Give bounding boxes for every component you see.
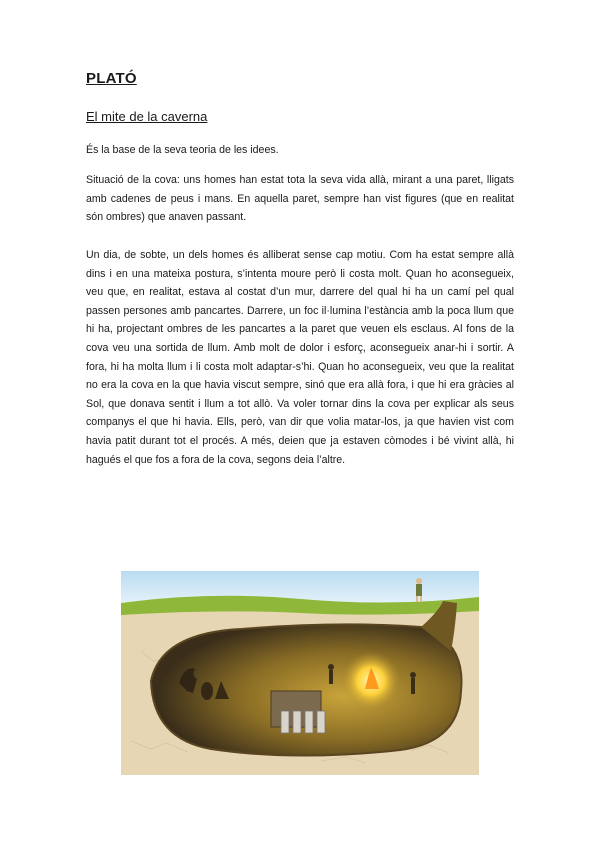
paragraph-situation: Situació de la cova: uns homes han estat tota la seva vida allà, mirant a una paret, lligats amb cadenes de peus i mans. En aquella paret, sempre han vist figures (que en realitat són ombres) que anaven passant. xyxy=(86,174,514,224)
page-title: PLATÓ xyxy=(86,70,137,87)
cave-illustration xyxy=(121,571,479,775)
section-heading: El mite de la caverna xyxy=(86,109,208,124)
paragraph-intro: És la base de la seva teoria de les idees. xyxy=(86,144,279,156)
paragraph-story: Un dia, de sobte, un dels homes és alliberat sense cap motiu. Com ha estat sempre allà dins i en una mateixa postura, s’intenta moure però li costa molt. Quan ho aconsegueix, veu que, en realitat, estava al costat d’un mur, darrere del qual hi ha un camí pel qual passen persones amb pancartes. Darrere, un foc il·lumina l’estància amb la poca llum que hi ha, projectant ombres de les pancartes a la paret que veuen els esclaus. Al fons de la cova veu una sortida de llum. Amb molt de dolor i esforç, aconsegueix anar-hi i sortir. A fora, hi ha molta llum i li costa molt adaptar-s’hi. Quan ho aconsegueix, veu que la realitat no era la cova en la que havia viscut sempre, sinó que era allà fora, i que hi era gràcies al Sol, que donava sentit i llum a tot allò. Va voler tornar dins la cova per explicar als seus companys el que hi havia. Ells, però, van dir que volia matar-los, ja que havien vist com havia patit durant tot el procés. A més, deien que ja estaven còmodes i bé vivint allà, hi hagués el que fos a fora de la cova, segons deia l’altre. xyxy=(86,249,514,466)
